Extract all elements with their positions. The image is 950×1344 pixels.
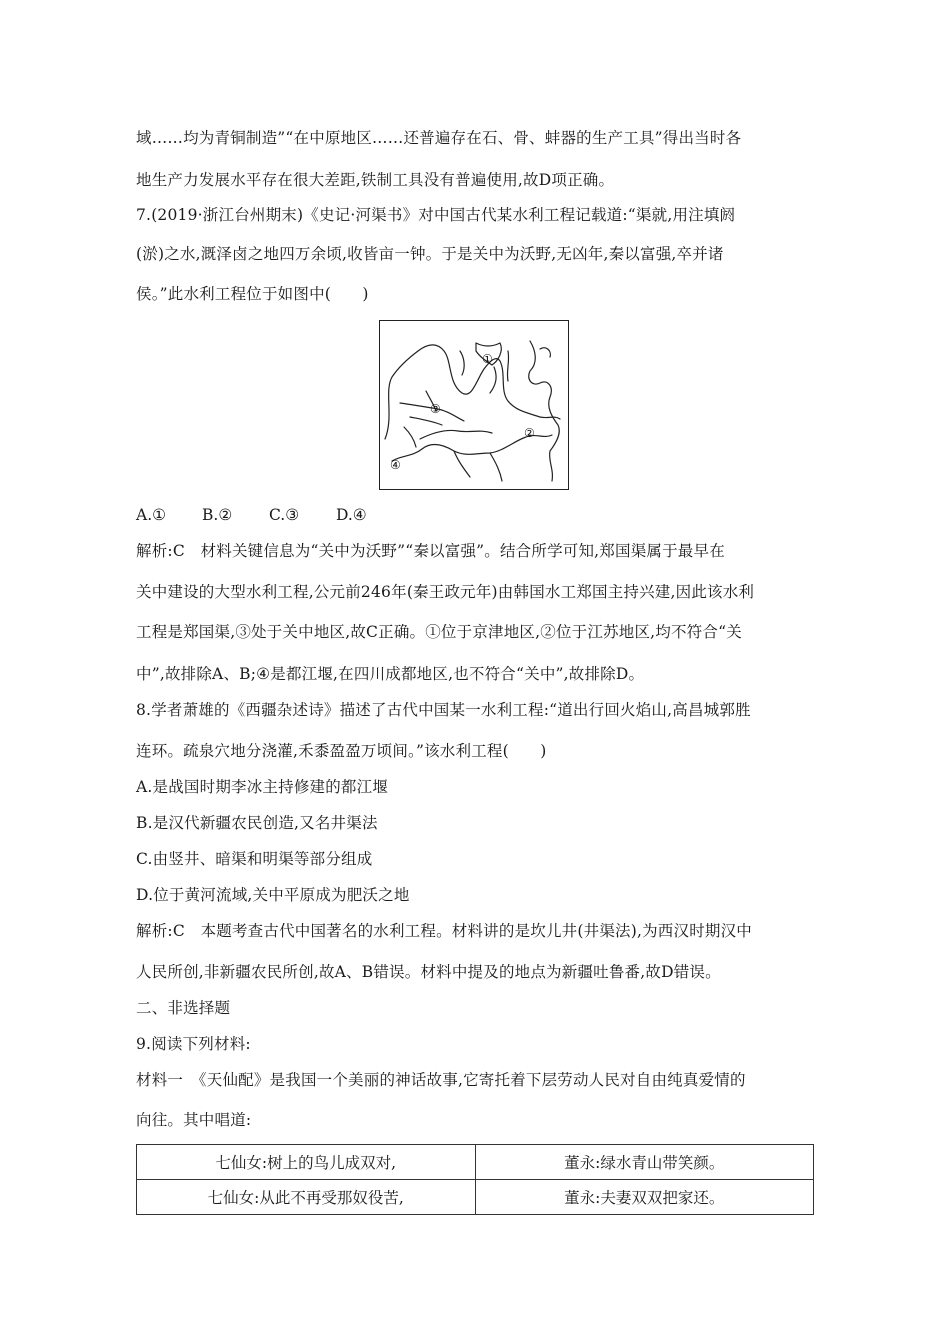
river <box>420 430 492 439</box>
table-cell: 七仙女:从此不再受那奴役苦, <box>137 1180 476 1215</box>
option-b: B.② <box>202 506 233 524</box>
question-8-line: 8.学者萧雄的《西疆杂述诗》描述了古代中国某一水利工程:“道出行回火焰山,高昌城郭胜 <box>136 701 751 719</box>
coastline <box>529 341 560 481</box>
tributary <box>507 351 508 381</box>
table-row <box>137 1145 814 1180</box>
question-7-line: 侯。”此水利工程位于如图中( ) <box>136 285 369 303</box>
question-7-line: 7.(2019·浙江台州期末)《史记·河渠书》对中国古代某水利工程记载道:“渠就,用注填阏 <box>136 206 736 224</box>
coastline <box>540 348 550 357</box>
question-7-line: (淤)之水,溉泽卤之地四万余顷,收皆亩一钟。于是关中为沃野,无凶年,秦以富强,卒并诸 <box>136 245 724 263</box>
analysis-7-line: 关中建设的大型水利工程,公元前246年(秦王政元年)由韩国水工郑国主持兴建,因此该水利 <box>136 583 755 601</box>
question-9-line: 9.阅读下列材料: <box>136 1035 251 1053</box>
option-8-c: C.由竖井、暗渠和明渠等部分组成 <box>136 850 373 868</box>
section-heading: 二、非选择题 <box>136 999 231 1017</box>
option-a: A.① <box>136 506 167 524</box>
text-line: 域……均为青铜制造”“在中原地区……还普遍存在石、骨、蚌器的生产工具”得出当时各 <box>136 129 742 147</box>
analysis-7-line: 工程是郑国渠,③处于关中地区,故C正确。①位于京津地区,②位于江苏地区,均不符合“关 <box>136 623 742 641</box>
table-row <box>137 1180 814 1215</box>
table-cell: 董永:绿水青山带笑颜。 <box>475 1145 814 1180</box>
analysis-7-line: 中”,故排除A、B;④是都江堰,在四川成都地区,也不符合“关中”,故排除D。 <box>136 665 645 683</box>
option-8-a: A.是战国时期李冰主持修建的都江堰 <box>136 778 389 796</box>
material-1-line: 向往。其中唱道: <box>136 1111 252 1129</box>
table-cell: 董永:夫妻双双把家还。 <box>475 1180 814 1215</box>
poem-table <box>136 1144 814 1215</box>
river <box>404 427 416 447</box>
tributary <box>490 367 496 393</box>
river <box>490 453 502 481</box>
analysis-8-line: 人民所创,非新疆农民所创,故A、B错误。材料中提及的地点为新疆吐鲁番,故D错误。 <box>136 963 721 981</box>
analysis-8-line: 解析:C 本题考查古代中国著名的水利工程。材料讲的是坎儿井(井渠法),为西汉时期汉中 <box>136 922 753 940</box>
tributary <box>460 351 464 375</box>
map-marker-3: ③ <box>430 402 441 416</box>
option-d: D.④ <box>336 506 367 524</box>
river-map-drawing <box>380 321 567 488</box>
option-c: C.③ <box>269 506 300 524</box>
map-marker-1: ① <box>482 352 493 366</box>
material-1-line: 材料一 《天仙配》是我国一个美丽的神话故事,它寄托着下层劳动人民对自由纯真爱情的 <box>136 1071 746 1089</box>
text-line: 地生产力发展水平存在很大差距,铁制工具没有普遍使用,故D项正确。 <box>136 171 615 189</box>
tributary <box>410 417 442 425</box>
option-8-b: B.是汉代新疆农民创造,又名井渠法 <box>136 814 378 832</box>
map-marker-2: ② <box>524 426 535 440</box>
map-marker-4: ④ <box>390 458 401 472</box>
river-map <box>379 320 569 490</box>
option-8-d: D.位于黄河流域,关中平原成为肥沃之地 <box>136 886 410 904</box>
table-cell: 七仙女:树上的鸟儿成双对, <box>137 1145 476 1180</box>
river <box>454 451 470 477</box>
yellow-river <box>385 345 560 439</box>
analysis-7-line: 解析:C 材料关键信息为“关中为沃野”“秦以富强”。结合所学可知,郑国渠属于最早在 <box>136 542 725 560</box>
question-8-line: 连环。疏泉穴地分浇灌,禾黍盈盈万顷间。”该水利工程( ) <box>136 742 547 760</box>
